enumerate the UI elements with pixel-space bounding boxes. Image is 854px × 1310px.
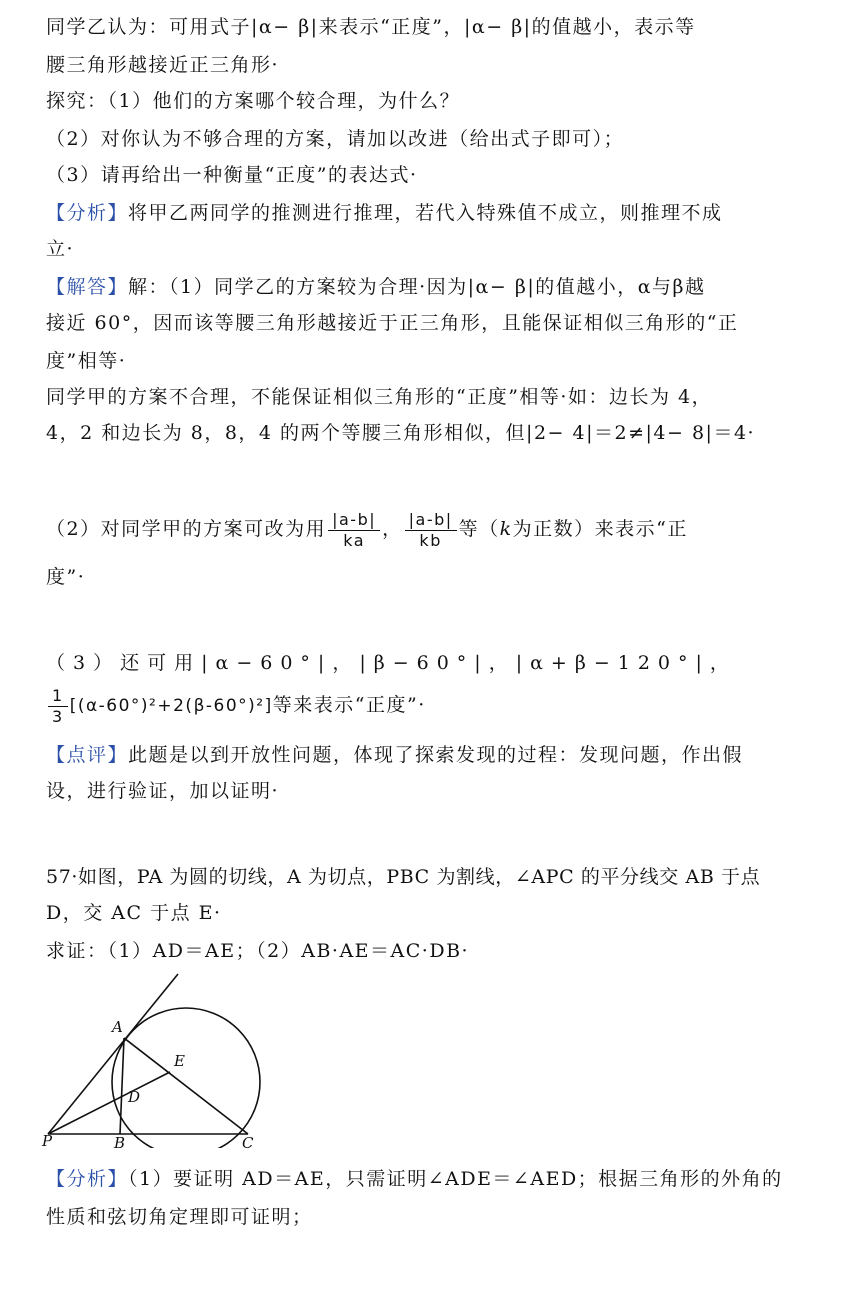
analysis-tag: 【分析】 [46, 202, 129, 224]
text-line-23: 性质和弦切角定理即可证明； [46, 1206, 313, 1228]
text-line-16 [46, 684, 426, 727]
text-line-11: 同学甲的方案不合理，不能保证相似三角形的“正度”相等·如：边长为 4， [46, 386, 713, 408]
analysis-text: 将甲乙两同学的推测进行推理，若代入特殊值不成立，则推理不成 [128, 202, 723, 224]
fraction-one-third [48, 686, 68, 727]
fraction-3-numerator: 1 [48, 686, 68, 707]
analysis-text-2: （1）要证明 AD＝AE，只需证明∠ADE＝∠AED；根据三角形的外角的 [128, 1168, 783, 1190]
fraction-ab-over-ka [328, 510, 380, 551]
fraction-3-denominator: 3 [52, 706, 64, 726]
text-line-1: 同学乙认为：可用式子|α− β|来表示“正度”，|α− β|的值越小，表示等 [46, 16, 696, 38]
text-line-21: 求证：（1）AD＝AE；（2）AB·AE＝AC·DB· [46, 940, 470, 962]
answer-text: 解：（1）同学乙的方案较为合理·因为|α− β|的值越小，α与β越 [128, 276, 706, 298]
fraction-2-denominator: kb [419, 530, 442, 550]
text-line-4: （2）对你认为不够合理的方案，请加以改进（给出式子即可）； [46, 128, 625, 150]
text-line-18: 设，进行验证，加以证明· [46, 780, 280, 802]
comment-tag: 【点评】 [46, 744, 129, 766]
label-a: A [112, 1018, 123, 1036]
variable-k: k [499, 518, 513, 540]
label-c: C [242, 1134, 254, 1148]
text-line-12: 4，2 和边长为 8，8，4 的两个等腰三角形相似，但|2− 4|＝2≠|4− 8|＝4· [46, 422, 756, 444]
text-line-22 [46, 1166, 783, 1192]
alternative-expression: [(α-60°)²+2(β-60°)²] [69, 696, 273, 716]
text-line-5: （3）请再给出一种衡量“正度”的表达式· [46, 164, 418, 186]
fraction-1-denominator: ka [343, 530, 365, 550]
fraction-ab-over-kb [405, 510, 457, 551]
tangent-line-pa [48, 974, 178, 1134]
alternative-tail: 等来表示“正度”· [272, 694, 426, 716]
improvement-tail: 为正数）来表示“正 [512, 518, 688, 540]
answer-tag: 【解答】 [46, 276, 129, 298]
improvement-mid: 等（ [458, 518, 500, 540]
label-e: E [174, 1052, 185, 1070]
text-line-20: D，交 AC 于点 E· [46, 902, 222, 924]
bisector-pe [48, 1072, 170, 1134]
label-p: P [42, 1132, 53, 1148]
text-line-8 [46, 274, 706, 300]
text-line-2: 腰三角形越接近正三角形· [46, 54, 280, 76]
improvement-intro: （2）对同学甲的方案可改为用 [46, 518, 327, 540]
text-line-9: 接近 60°，因而该等腰三角形越接近于正三角形，且能保证相似三角形的“正 [46, 312, 739, 334]
label-d: D [128, 1088, 141, 1106]
analysis-tag-2: 【分析】 [46, 1168, 129, 1190]
text-line-15: （3）还可用|α−60°|，|β−60°|，|α+β−120°|， [46, 652, 737, 674]
text-line-17 [46, 742, 743, 768]
geometry-figure [36, 968, 276, 1148]
text-line-7: 立· [46, 238, 75, 260]
text-line-6 [46, 200, 723, 226]
fraction-2-numerator: |a-b| [405, 510, 457, 531]
fraction-1-numerator: |a-b| [328, 510, 380, 531]
comment-text: 此题是以到开放性问题，体现了探索发现的过程：发现问题，作出假 [128, 744, 744, 766]
label-b: B [114, 1134, 126, 1148]
text-line-19: 57·如图，PA 为圆的切线，A 为切点，PBC 为割线，∠APC 的平分线交 AB 于点 [46, 866, 761, 888]
text-line-3: 探究：（1）他们的方案哪个较合理，为什么？ [46, 90, 461, 112]
text-line-10: 度”相等· [46, 350, 127, 372]
text-line-13 [46, 508, 688, 551]
text-line-14: 度”· [46, 566, 86, 588]
fraction-separator: ， [382, 518, 403, 540]
